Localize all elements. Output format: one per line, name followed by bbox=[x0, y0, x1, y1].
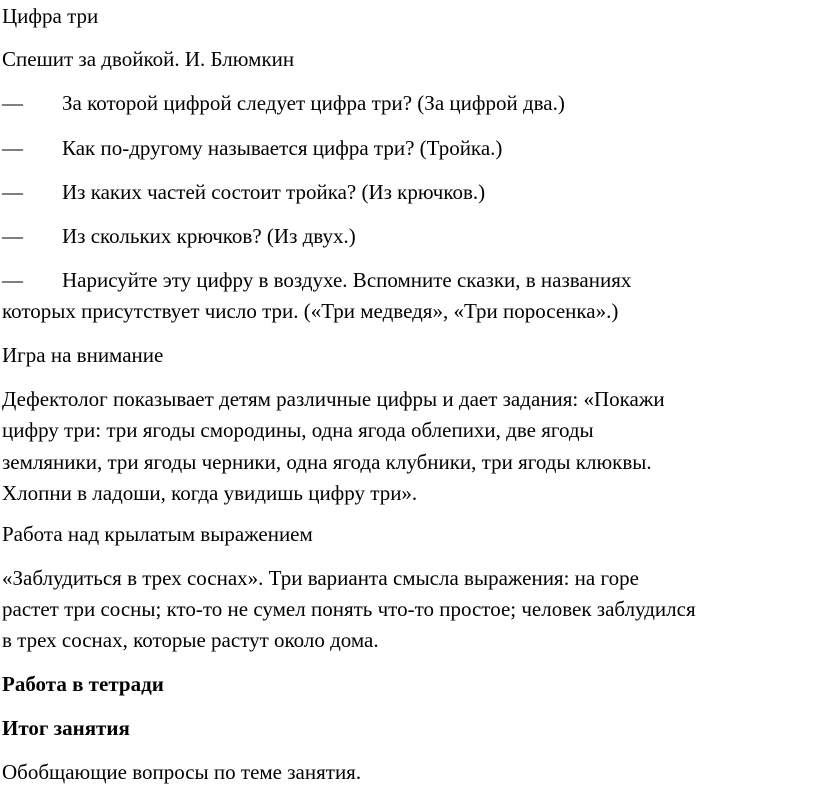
game-text-line: земляники, три ягоды черники, одна ягода клубники, три ягоды клюквы. bbox=[2, 450, 652, 474]
qa-item bbox=[2, 222, 356, 251]
qa-text: Из каких частей состоит тройка? (Из крючков.) bbox=[62, 180, 486, 204]
poem-reference: Спешит за двойкой. И. Блюмкин bbox=[2, 47, 295, 71]
qa-text: Как по-другому называется цифра три? (Тройка.) bbox=[62, 136, 503, 160]
idiom-text-line: растет три сосны; кто-то не сумел понять что-то простое; человек заблудился bbox=[2, 597, 696, 621]
game-text-line: Хлопни в ладоши, когда увидишь цифру три». bbox=[2, 481, 418, 505]
qa-text: Из скольких крючков? (Из двух.) bbox=[62, 224, 356, 248]
qa-item bbox=[2, 89, 565, 118]
qa-text: Нарисуйте эту цифру в воздухе. Вспомните сказки, в названиях bbox=[62, 268, 632, 292]
qa-continuation: которых присутствует число три. («Три медведя», «Три поросенка».) bbox=[2, 299, 619, 323]
dash-mark: — bbox=[2, 224, 23, 248]
dash-mark: — bbox=[2, 91, 23, 115]
section-heading-idiom: Работа над крылатым выражением bbox=[2, 522, 313, 546]
dash-mark: — bbox=[2, 268, 23, 292]
qa-item bbox=[2, 134, 502, 163]
idiom-text-line: в трех соснах, которые растут около дома. bbox=[2, 628, 379, 652]
title: Цифра три bbox=[2, 4, 99, 28]
qa-item bbox=[2, 266, 631, 295]
qa-item bbox=[2, 178, 485, 207]
section-heading-game: Игра на внимание bbox=[2, 343, 164, 367]
idiom-text-line: «Заблудиться в трех соснах». Три варианта смысла выражения: на горе bbox=[2, 566, 639, 590]
dash-mark: — bbox=[2, 180, 23, 204]
game-text-line: Дефектолог показывает детям различные цифры и дает задания: «Покажи bbox=[2, 387, 665, 411]
qa-text: За которой цифрой следует цифра три? (За цифрой два.) bbox=[62, 91, 565, 115]
section-heading-notebook: Работа в тетради bbox=[2, 672, 164, 696]
dash-mark: — bbox=[2, 136, 23, 160]
summary-text: Обобщающие вопросы по теме занятия. bbox=[2, 760, 362, 784]
section-heading-summary: Итог занятия bbox=[2, 716, 130, 740]
game-text-line: цифру три: три ягоды смородины, одна ягода облепихи, две ягоды bbox=[2, 418, 594, 442]
